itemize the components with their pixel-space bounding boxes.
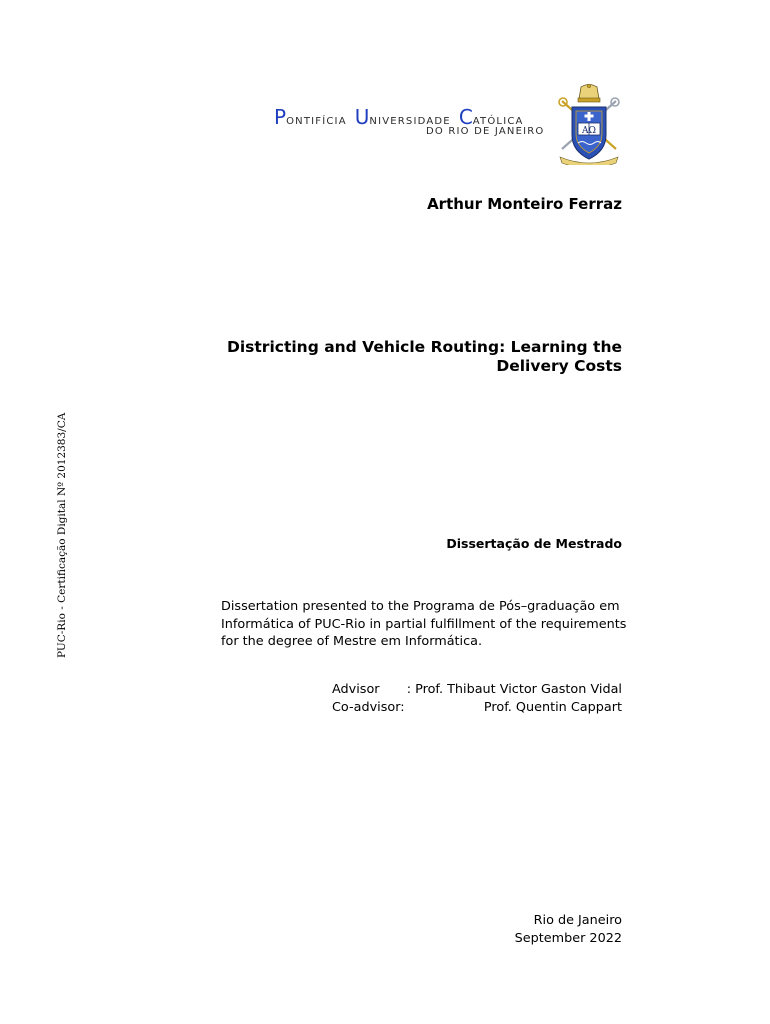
dissertation-description — [221, 598, 631, 651]
date: September 2022 — [514, 931, 622, 946]
university-word-2-capital: U — [354, 105, 370, 129]
university-word-1-capital: P — [274, 105, 287, 129]
coadvisor-value: Prof. Quentin Cappart — [483, 700, 622, 715]
thesis-title-line-2: Delivery Costs — [496, 357, 622, 375]
description-line-2: Informática of PUC-Rio in partial fulfillment of the requirements — [221, 616, 627, 632]
degree-type: Dissertação de Mestrado — [446, 536, 622, 551]
university-word-1-rest: ONTIFÍCIA — [286, 116, 347, 127]
place: Rio de Janeiro — [533, 913, 622, 928]
advisor-value: : Prof. Thibaut Victor Gaston Vidal — [406, 682, 622, 697]
place-and-date — [515, 912, 622, 948]
thesis-title — [202, 338, 622, 376]
university-word-3-capital: C — [458, 105, 473, 129]
university-word-3-rest: ATÓLICA — [472, 116, 524, 127]
description-line-3: for the degree of Mestre em Informática. — [221, 634, 483, 649]
author-name: Arthur Monteiro Ferraz — [427, 195, 622, 213]
crest-book-text: ΑΩ — [582, 126, 596, 136]
thesis-title-line-1: Districting and Vehicle Routing: Learning the — [226, 338, 622, 356]
university-word-2-rest: NIVERSIDADE — [369, 116, 451, 127]
side-certification: PUC-Rio - Certificação Digital Nº 2012383/CA — [56, 412, 68, 658]
university-crest-icon — [556, 83, 622, 165]
coadvisor-label: Co-advisor: — [332, 700, 405, 715]
description-line-1: Dissertation presented to the Programa de Pós–graduação em — [221, 599, 620, 614]
advisor-label: Advisor — [332, 682, 380, 697]
university-city: DO RIO DE JANEIRO — [426, 126, 545, 137]
